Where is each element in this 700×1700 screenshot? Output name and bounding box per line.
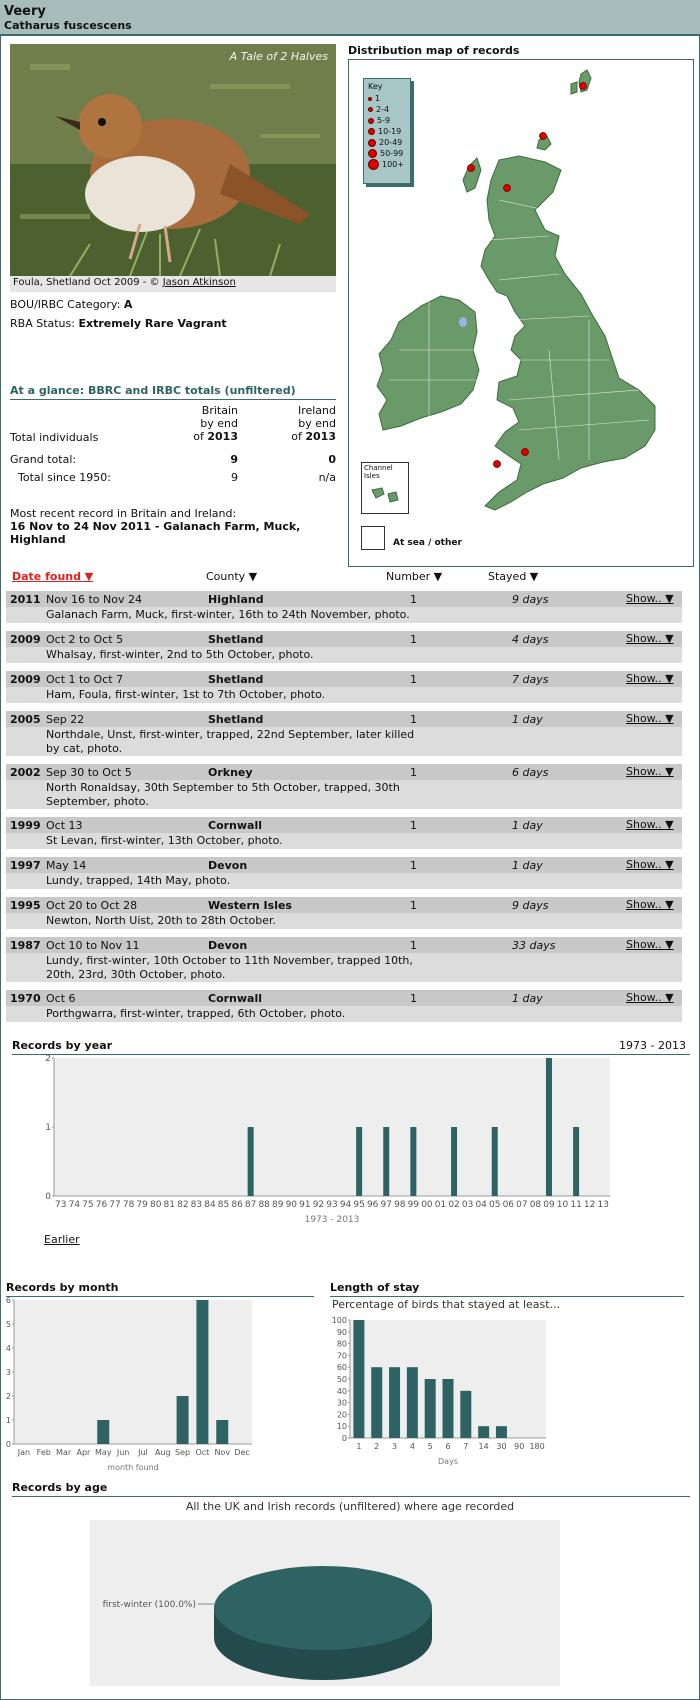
bar [371, 1367, 382, 1438]
record-stayed: 1 day [512, 859, 543, 872]
x-tick-label: 96 [366, 1200, 379, 1210]
record-description: Lundy, first-winter, 10th October to 11th November, trapped 10th, 20th, 23rd, 30th October, photo. [46, 954, 413, 981]
show-details-link[interactable]: Show.. ▼ [626, 672, 674, 685]
channel-isles-inset: Channel Isles [361, 462, 409, 514]
x-tick-label: 3 [391, 1442, 398, 1451]
x-tick-label: Feb [36, 1448, 51, 1457]
y-tick-label: 50 [336, 1375, 347, 1384]
x-tick-label: 13 [597, 1200, 609, 1210]
record-year: 1997 [10, 859, 41, 872]
records-by-year-chart [6, 1052, 626, 1231]
x-axis-label: Days [438, 1457, 458, 1466]
sort-county[interactable]: County ▼ [206, 570, 258, 583]
show-details-link[interactable]: Show.. ▼ [626, 858, 674, 871]
y-tick-label: 80 [336, 1339, 347, 1349]
record-row [6, 857, 682, 889]
x-tick-label: 97 [380, 1200, 392, 1210]
x-tick-label: Aug [154, 1448, 171, 1457]
x-tick-label: Jul [138, 1448, 148, 1457]
show-details-link[interactable]: Show.. ▼ [626, 712, 674, 725]
record-row [6, 990, 682, 1022]
record-dates: Sep 22 [46, 713, 85, 726]
record-row [6, 591, 682, 623]
record-number: 1 [410, 766, 417, 779]
grand-total-britain: 9 [230, 453, 238, 466]
bar [177, 1396, 189, 1444]
x-tick-label: 91 [299, 1200, 311, 1210]
by-month-title: Records by month [6, 1281, 314, 1297]
record-year: 2009 [10, 673, 41, 686]
earlier-link[interactable]: Earlier [44, 1233, 80, 1246]
key-dot-icon [368, 107, 373, 112]
record-dates: May 14 [46, 859, 87, 872]
glance-title: At a glance: BBRC and IRBC totals (unfiltered) [10, 384, 336, 400]
x-tick-label: Jan [17, 1448, 31, 1457]
record-year: 2005 [10, 713, 41, 726]
record-year: 2009 [10, 633, 41, 646]
record-description: Whalsay, first-winter, 2nd to 5th October, photo. [46, 648, 314, 661]
show-details-link[interactable]: Show.. ▼ [626, 765, 674, 778]
since-1950-britain: 9 [231, 471, 238, 484]
category-value: A [123, 298, 133, 311]
record-row [6, 937, 682, 982]
rba-status-line: RBA Status: Extremely Rare Vagrant [10, 317, 227, 330]
show-details-link[interactable]: Show.. ▼ [626, 592, 674, 605]
y-tick-label: 100 [331, 1316, 347, 1325]
rba-status-value: Extremely Rare Vagrant [78, 317, 227, 330]
category-line: BOU/IRBC Category: A [10, 298, 133, 311]
x-tick-label: 05 [489, 1200, 501, 1210]
bar [383, 1127, 389, 1196]
bird-photo [10, 44, 336, 276]
x-tick-label: 14 [478, 1442, 489, 1451]
sort-date-found[interactable]: Date found ▼ [12, 570, 94, 583]
record-year: 2011 [10, 593, 41, 606]
record-row-bar [6, 857, 682, 873]
x-tick-label: Mar [56, 1448, 72, 1457]
map-title: Distribution map of records [348, 44, 520, 57]
record-year: 1995 [10, 899, 41, 912]
key-dot-icon [368, 149, 377, 158]
records-table-header [0, 570, 700, 586]
stay-title: Length of stay [330, 1281, 684, 1297]
record-county: Orkney [208, 766, 253, 779]
record-dates: Oct 13 [46, 819, 83, 832]
record-dates: Oct 20 to Oct 28 [46, 899, 138, 912]
record-year: 1970 [10, 992, 41, 1005]
y-tick-label: 2 [45, 1054, 51, 1064]
y-tick-label: 5 [5, 1320, 11, 1329]
x-tick-label: 92 [312, 1200, 325, 1210]
bar [573, 1127, 579, 1196]
y-tick-label: 0 [341, 1434, 347, 1443]
scientific-name: Catharus fuscescens [4, 19, 132, 32]
by-year-range: 1973 - 2013 [619, 1039, 686, 1052]
x-tick-label: 84 [204, 1200, 216, 1210]
x-tick-label: 74 [68, 1200, 81, 1210]
record-dates: Nov 16 to Nov 24 [46, 593, 142, 606]
record-year: 1999 [10, 819, 41, 832]
y-tick-label: 10 [336, 1422, 347, 1432]
y-tick-label: 70 [336, 1351, 347, 1361]
length-of-stay-chart [330, 1296, 580, 1481]
x-tick-label: 4 [409, 1442, 415, 1451]
record-dates: Oct 10 to Nov 11 [46, 939, 140, 952]
x-tick-label: 90 [285, 1200, 298, 1210]
x-tick-label: 83 [190, 1200, 203, 1210]
x-tick-label: 82 [177, 1200, 189, 1210]
bar [248, 1127, 254, 1196]
show-details-link[interactable]: Show.. ▼ [626, 938, 674, 951]
record-stayed: 9 days [512, 899, 549, 912]
bar [407, 1367, 418, 1438]
x-tick-label: 1 [356, 1442, 362, 1451]
record-row [6, 897, 682, 929]
record-dates: Oct 1 to Oct 7 [46, 673, 124, 686]
photo-watermark: A Tale of 2 Halves [229, 50, 328, 63]
record-row [6, 817, 682, 849]
x-tick-label: 95 [353, 1200, 365, 1210]
x-tick-label: 93 [326, 1200, 338, 1210]
y-tick-label: 20 [336, 1410, 347, 1420]
record-county: Cornwall [208, 819, 263, 832]
record-county: Shetland [208, 713, 264, 726]
show-details-link[interactable]: Show.. ▼ [626, 898, 674, 911]
x-tick-label: 75 [82, 1200, 94, 1210]
x-tick-label: 08 [529, 1200, 542, 1210]
distribution-map [348, 59, 694, 567]
x-tick-label: 81 [163, 1200, 175, 1210]
record-year: 2002 [10, 766, 41, 779]
record-description: St Levan, first-winter, 13th October, photo. [46, 834, 283, 847]
at-sea-label: At sea / other [393, 538, 462, 548]
y-tick-label: 0 [45, 1192, 51, 1202]
record-county: Devon [208, 939, 248, 952]
record-dates: Sep 30 to Oct 5 [46, 766, 132, 779]
records-by-age-chart [80, 1498, 620, 1691]
record-row-bar [6, 817, 682, 833]
x-tick-label: 86 [231, 1200, 243, 1210]
x-tick-label: 2 [374, 1442, 380, 1451]
at-sea-box [361, 526, 385, 550]
record-county: Western Isles [208, 899, 292, 912]
record-county: Shetland [208, 673, 264, 686]
record-number: 1 [410, 939, 417, 952]
key-dot-icon [368, 118, 374, 124]
x-tick-label: 88 [258, 1200, 270, 1210]
x-tick-label: 80 [149, 1200, 162, 1210]
bar [451, 1127, 457, 1196]
show-details-link[interactable]: Show.. ▼ [626, 991, 674, 1004]
since-1950-ireland: n/a [318, 471, 336, 484]
x-tick-label: 87 [244, 1200, 257, 1210]
ireland-column-head: Ireland by end of 2013 [291, 404, 336, 443]
x-tick-label: 02 [448, 1200, 460, 1210]
record-description: North Ronaldsay, 30th September to 5th October, trapped, 30th September, photo. [46, 781, 400, 808]
pie-slice-label: first-winter (100.0%) [102, 1600, 196, 1610]
bar [97, 1420, 109, 1444]
bar [460, 1391, 471, 1438]
x-tick-label: Sep [175, 1448, 191, 1457]
bar [389, 1367, 400, 1438]
x-tick-label: Jun [116, 1448, 130, 1457]
bar [496, 1426, 507, 1438]
bar [356, 1127, 362, 1196]
photographer-link[interactable]: Jason Atkinson [162, 277, 236, 288]
total-individuals-label: Total individuals [10, 431, 99, 444]
species-header [0, 0, 700, 36]
records-by-month-chart [4, 1296, 264, 1481]
x-tick-label: 04 [475, 1200, 487, 1210]
show-details-link[interactable]: Show.. ▼ [626, 632, 674, 645]
record-stayed: 9 days [512, 593, 549, 606]
x-axis-label: 1973 - 2013 [304, 1215, 360, 1225]
chart-title: Percentage of birds that stayed at least... [332, 1298, 561, 1311]
bar [196, 1300, 208, 1444]
bar [546, 1058, 552, 1196]
chart-plot-area [54, 1058, 610, 1196]
x-axis-label: month found [107, 1463, 159, 1472]
x-tick-label: 94 [339, 1200, 352, 1210]
grand-total-ireland: 0 [328, 453, 336, 466]
record-year: 1987 [10, 939, 41, 952]
record-description: Newton, North Uist, 20th to 28th October. [46, 914, 277, 927]
y-tick-label: 60 [336, 1363, 347, 1373]
record-number: 1 [410, 899, 417, 912]
x-tick-label: 99 [407, 1200, 420, 1210]
common-name: Veery [4, 4, 46, 19]
key-dot-icon [368, 128, 375, 135]
record-number: 1 [410, 713, 417, 726]
x-tick-label: 76 [95, 1200, 108, 1210]
record-dates: Oct 6 [46, 992, 76, 1005]
bar [425, 1379, 436, 1438]
record-row-bar [6, 711, 682, 727]
record-number: 1 [410, 633, 417, 646]
bar [410, 1127, 416, 1196]
x-tick-label: Oct [195, 1448, 210, 1457]
x-tick-label: Nov [214, 1448, 231, 1457]
record-row [6, 671, 682, 703]
record-number: 1 [410, 819, 417, 832]
x-tick-label: 5 [427, 1442, 433, 1451]
record-number: 1 [410, 859, 417, 872]
record-description: Porthgwarra, first-winter, trapped, 6th October, photo. [46, 1007, 346, 1020]
key-dot-icon [368, 139, 376, 147]
record-description: Northdale, Unst, first-winter, trapped, 22nd September, later killed by cat, photo. [46, 728, 415, 755]
y-tick-label: 2 [5, 1392, 11, 1401]
record-stayed: 1 day [512, 713, 543, 726]
x-tick-label: 85 [217, 1200, 230, 1210]
bar [353, 1320, 364, 1438]
x-tick-label: 06 [502, 1200, 515, 1210]
x-tick-label: 79 [136, 1200, 148, 1210]
x-tick-label: 77 [109, 1200, 121, 1210]
x-tick-label: 89 [272, 1200, 284, 1210]
x-tick-label: Apr [76, 1448, 91, 1457]
y-tick-label: 1 [45, 1123, 51, 1133]
x-tick-label: 30 [496, 1442, 507, 1451]
y-tick-label: 30 [336, 1398, 347, 1408]
y-tick-label: 90 [336, 1327, 347, 1337]
record-county: Shetland [208, 633, 264, 646]
record-row-bar [6, 990, 682, 1006]
sort-stayed[interactable]: Stayed ▼ [488, 570, 539, 583]
bar [492, 1127, 498, 1196]
record-row [6, 764, 682, 809]
y-tick-label: 6 [5, 1296, 11, 1305]
pie-slice [214, 1566, 432, 1650]
record-description: Lundy, trapped, 14th May, photo. [46, 874, 231, 887]
x-tick-label: 12 [583, 1200, 596, 1210]
record-county: Devon [208, 859, 248, 872]
record-row [6, 631, 682, 663]
x-tick-label: 07 [516, 1200, 528, 1210]
x-tick-label: 09 [543, 1200, 555, 1210]
record-county: Cornwall [208, 992, 263, 1005]
recent-record-label: Most recent record in Britain and Ireland: [10, 507, 237, 520]
chart-title: All the UK and Irish records (unfiltered) where age recorded [185, 1500, 515, 1513]
y-tick-label: 1 [5, 1416, 11, 1425]
by-age-title: Records by age [12, 1481, 690, 1497]
record-county: Highland [208, 593, 264, 606]
since-1950-label: Total since 1950: [18, 471, 111, 484]
x-tick-label: May [94, 1448, 112, 1457]
key-dot-icon [368, 97, 372, 101]
x-tick-label: 180 [529, 1442, 545, 1451]
record-stayed: 33 days [512, 939, 556, 952]
x-tick-label: 73 [55, 1200, 67, 1210]
x-tick-label: 6 [445, 1442, 451, 1451]
record-stayed: 1 day [512, 992, 543, 1005]
x-tick-label: Dec [234, 1448, 250, 1457]
y-tick-label: 40 [336, 1386, 347, 1396]
record-number: 1 [410, 593, 417, 606]
record-number: 1 [410, 992, 417, 1005]
record-number: 1 [410, 673, 417, 686]
by-year-title: Records by year [12, 1039, 690, 1055]
grand-total-label: Grand total: [10, 453, 77, 466]
record-description: Galanach Farm, Muck, first-winter, 16th to 24th November, photo. [46, 608, 410, 621]
x-tick-label: 7 [463, 1442, 469, 1451]
record-stayed: 4 days [512, 633, 549, 646]
photo-caption: Foula, Shetland Oct 2009 - © Jason Atkinson [10, 276, 336, 292]
y-tick-label: 0 [5, 1440, 11, 1449]
record-stayed: 7 days [512, 673, 549, 686]
x-tick-label: 98 [394, 1200, 406, 1210]
record-row [6, 711, 682, 756]
record-dates: Oct 2 to Oct 5 [46, 633, 124, 646]
x-tick-label: 78 [122, 1200, 135, 1210]
record-stayed: 1 day [512, 819, 543, 832]
britain-column-head: Britain by end of 2013 [193, 404, 238, 443]
record-stayed: 6 days [512, 766, 549, 779]
record-description: Ham, Foula, first-winter, 1st to 7th October, photo. [46, 688, 326, 701]
y-tick-label: 4 [5, 1344, 11, 1353]
map-key: Key 1 2-4 5-9 10-19 20-49 50-99 100+ [363, 78, 411, 184]
sort-number[interactable]: Number ▼ [386, 570, 443, 583]
x-tick-label: 90 [514, 1442, 525, 1451]
bar [216, 1420, 228, 1444]
y-tick-label: 3 [5, 1368, 11, 1377]
x-tick-label: 01 [434, 1200, 447, 1210]
x-tick-label: 10 [556, 1200, 569, 1210]
show-details-link[interactable]: Show.. ▼ [626, 818, 674, 831]
bar [478, 1426, 489, 1438]
x-tick-label: 11 [570, 1200, 582, 1210]
x-tick-label: 00 [421, 1200, 433, 1210]
key-dot-icon [368, 159, 379, 170]
recent-record-value: 16 Nov to 24 Nov 2011 - Galanach Farm, Muck, Highland [10, 520, 301, 546]
bar [443, 1379, 454, 1438]
x-tick-label: 03 [461, 1200, 474, 1210]
